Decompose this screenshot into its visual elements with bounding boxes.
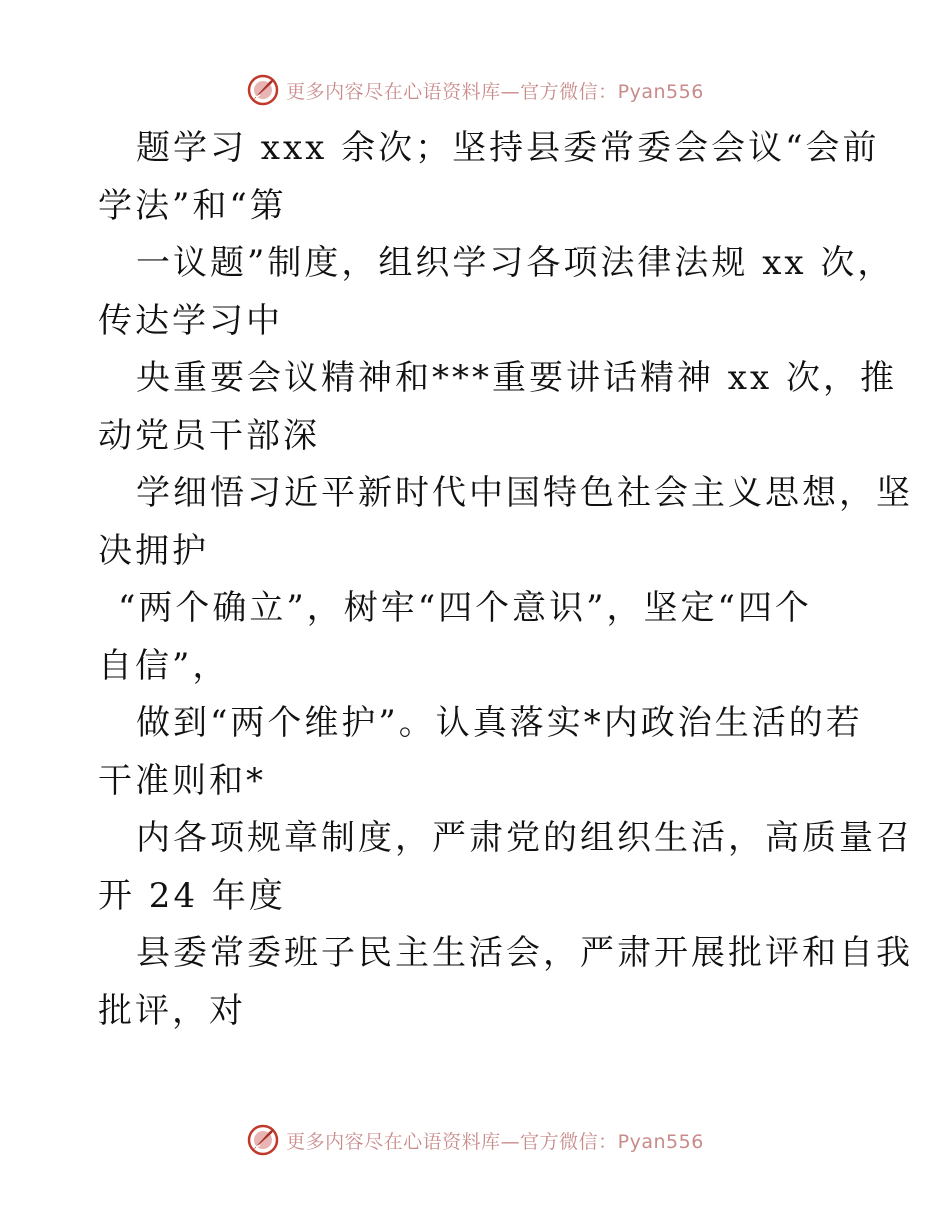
text-line: 题学习 xxx 余次；坚持县委常委会会议“会前 [136,128,880,168]
footer-watermark [0,1120,950,1160]
text-line: 县委常委班子民主生活会，严肃开展批评和自我 [136,933,913,973]
text-line: “两个确立”，树牢“四个意识”，坚定“四个 [118,588,812,628]
text-line: 决拥护 [98,530,209,571]
text-line: 开 24 年度 [98,875,286,916]
quill-logo-icon [246,1123,280,1157]
text-line: 自信”， [98,645,230,686]
watermark-text: 更多内容尽在心语资料库—官方微信：Pyan556 [286,1130,704,1153]
text-line: 一议题”制度，组织学习各项法律法规 xx 次， [136,243,895,283]
text-line: 干准则和* [98,760,266,801]
text-line: 传达学习中 [98,300,283,341]
text-line: 批评，对 [98,990,246,1031]
header-watermark [0,70,950,110]
quill-logo-icon [246,73,280,107]
text-line: 内各项规章制度，严肃党的组织生活，高质量召 [136,818,913,858]
document-body [98,120,913,1040]
text-line: 央重要会议精神和***重要讲话精神 xx 次，推 [136,358,897,398]
watermark-text: 更多内容尽在心语资料库—官方微信：Pyan556 [286,80,704,103]
text-line: 做到“两个维护”。认真落实*内政治生活的若 [136,703,863,743]
text-line: 学细悟习近平新时代中国特色社会主义思想，坚 [136,473,913,513]
text-line: 学法”和“第 [98,185,287,226]
text-line: 动党员干部深 [98,415,320,456]
